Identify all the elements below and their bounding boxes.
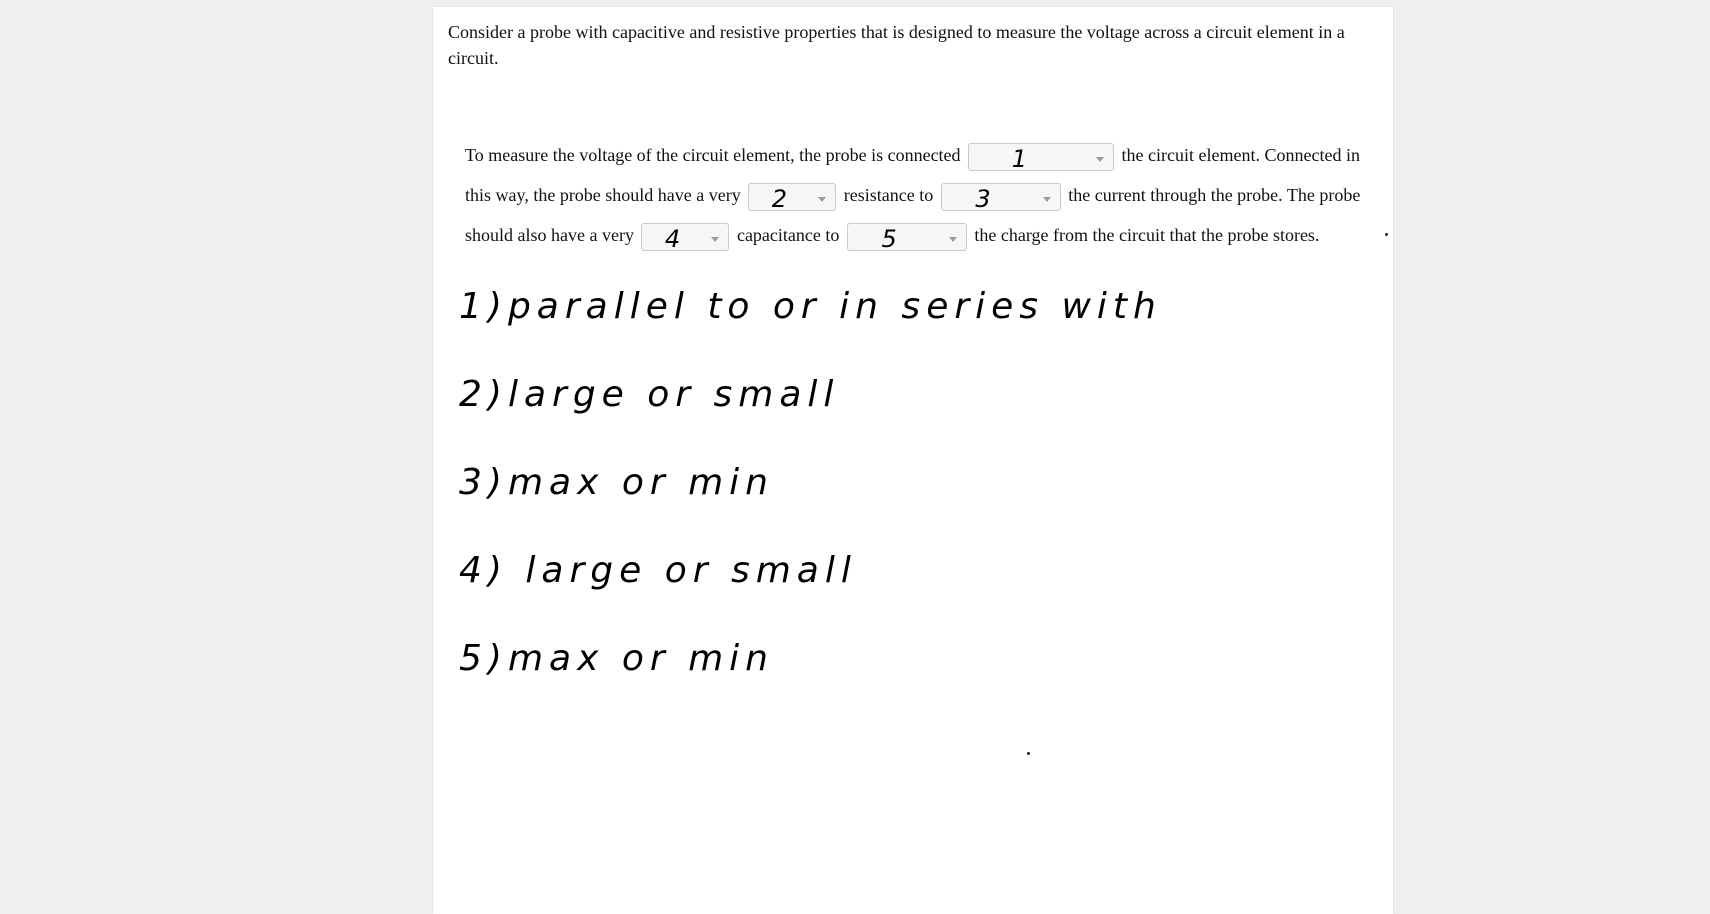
chevron-down-icon xyxy=(1096,157,1104,162)
handwritten-mark: 4 xyxy=(664,224,681,253)
handwritten-notes xyxy=(459,277,1162,717)
text-segment: capacitance to xyxy=(736,225,840,245)
sentence-line-1 xyxy=(465,135,1375,175)
text-segment: the circuit element. Connected in xyxy=(1121,145,1360,165)
sentence-line-2 xyxy=(465,175,1375,215)
handwritten-mark: 1 xyxy=(1011,144,1028,173)
handwritten-mark: 3 xyxy=(975,184,991,213)
handwritten-mark: 2 xyxy=(771,184,787,213)
sentence-line-3 xyxy=(465,215,1375,255)
charge-dropdown[interactable] xyxy=(847,223,967,251)
text-segment: resistance to xyxy=(843,185,934,205)
stray-dot xyxy=(1385,233,1388,236)
fill-in-blanks xyxy=(465,135,1375,255)
note-line-5: 5)max or min xyxy=(459,638,774,679)
capacitance-size-dropdown[interactable] xyxy=(641,223,729,251)
chevron-down-icon xyxy=(1043,197,1051,202)
note-line-4: 4) large or small xyxy=(459,550,857,591)
note-line-3: 3)max or min xyxy=(459,462,774,503)
note-line-1: 1)parallel to or in series with xyxy=(459,286,1162,327)
text-segment: this way, the probe should have a very xyxy=(465,185,741,205)
stray-dot xyxy=(1027,752,1030,755)
chevron-down-icon xyxy=(711,237,719,242)
connection-dropdown[interactable] xyxy=(968,143,1114,171)
question-intro: Consider a probe with capacitive and resistive properties that is designed to measure the voltage across a circuit element in a circuit. xyxy=(448,22,1345,68)
text-segment: the current through the probe. The probe xyxy=(1068,185,1361,205)
text-segment: the charge from the circuit that the probe stores. xyxy=(974,225,1320,245)
current-dropdown[interactable] xyxy=(941,183,1061,211)
chevron-down-icon xyxy=(949,237,957,242)
text-segment: To measure the voltage of the circuit element, the probe is connected xyxy=(465,145,961,165)
chevron-down-icon xyxy=(818,197,826,202)
note-line-2: 2)large or small xyxy=(459,374,840,415)
resistance-size-dropdown[interactable] xyxy=(748,183,836,211)
handwritten-mark: 5 xyxy=(881,224,897,253)
question-card xyxy=(433,7,1393,914)
text-segment: should also have a very xyxy=(465,225,634,245)
